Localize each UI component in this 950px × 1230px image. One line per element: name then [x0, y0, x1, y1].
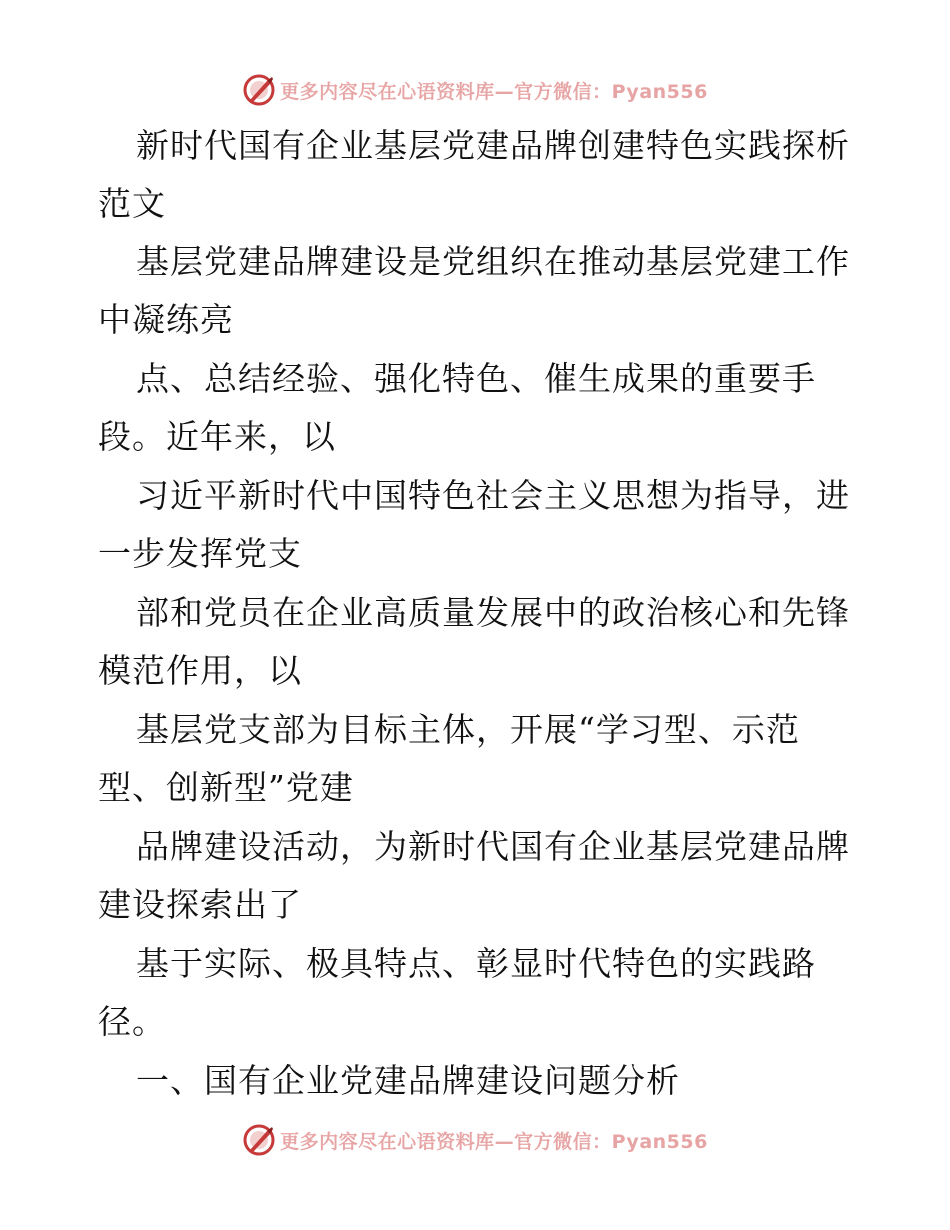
- watermark-text: 更多内容尽在心语资料库—官方微信：Pyan556: [280, 1130, 708, 1153]
- header-watermark-banner: [0, 70, 950, 110]
- paragraph-line: 基层党建品牌建设是党组织在推动基层党建工作: [136, 242, 850, 281]
- paragraph-line: 中凝练亮: [98, 300, 234, 339]
- paragraph-line: 建设探索出了: [98, 885, 302, 924]
- paragraph-line: 基于实际、极具特点、彰显时代特色的实践路: [136, 944, 816, 983]
- paragraph-line: 模范作用，以: [98, 651, 302, 690]
- paragraph-line: 径。: [98, 1002, 166, 1041]
- watermark-text: 更多内容尽在心语资料库—官方微信：Pyan556: [280, 80, 708, 103]
- title-line-2: 范文: [98, 184, 166, 223]
- paragraph-line: 点、总结经验、强化特色、催生成果的重要手: [136, 359, 816, 398]
- paragraph-line: 基层党支部为目标主体，开展“学习型、示范: [136, 710, 800, 749]
- footer-watermark-banner: [0, 1120, 950, 1160]
- quill-pen-logo-icon: [242, 1123, 276, 1157]
- paragraph-line: 品牌建设活动，为新时代国有企业基层党建品牌: [136, 827, 850, 866]
- paragraph-line: 习近平新时代中国特色社会主义思想为指导，进: [136, 476, 850, 515]
- paragraph-line: 部和党员在企业高质量发展中的政治核心和先锋: [136, 593, 850, 632]
- section-heading: 一、国有企业党建品牌建设问题分析: [136, 1061, 680, 1100]
- paragraph-line: 型、创新型”党建: [98, 768, 354, 807]
- quill-pen-logo-icon: [242, 73, 276, 107]
- title-line-1: 新时代国有企业基层党建品牌创建特色实践探析: [136, 126, 850, 165]
- paragraph-line: 段。近年来，以: [98, 417, 336, 456]
- paragraph-line: 一步发挥党支: [98, 534, 302, 573]
